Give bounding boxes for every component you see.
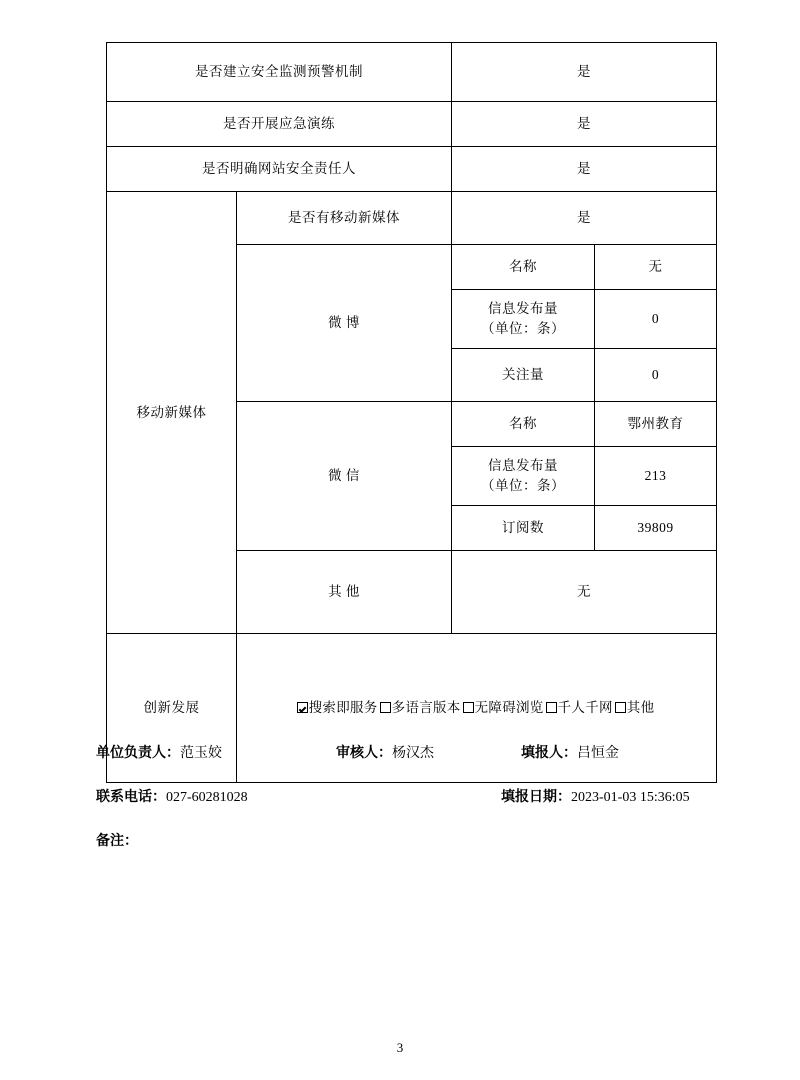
table-row (107, 102, 717, 147)
security-warning-label: 是否建立安全监测预警机制 (107, 43, 452, 102)
weixin-name-value: 鄂州教育 (595, 402, 717, 447)
innovation-option-label: 千人千网 (557, 700, 613, 716)
innovation-option[interactable] (463, 700, 544, 715)
weixin-publish-label-line2: （单位：条） (481, 478, 565, 493)
weixin-publish-label-line1: 信息发布量 (488, 458, 558, 474)
footer-row-signatures (96, 742, 756, 786)
phone-field (96, 786, 248, 806)
other-value: 无 (452, 551, 717, 634)
remark-label: 备注： (96, 834, 138, 849)
weibo-publish-label-line2: （单位：条） (481, 321, 565, 336)
innovation-option[interactable] (615, 700, 655, 715)
weibo-publish-value: 0 (595, 290, 717, 349)
weixin-subscribe-label: 订阅数 (452, 506, 595, 551)
unit-leader-field (96, 742, 222, 762)
page-number: 3 (396, 1040, 404, 1055)
innovation-label: 创新发展 (107, 634, 237, 783)
checkbox-icon[interactable] (546, 702, 557, 713)
weixin-subscribe-value: 39809 (595, 506, 717, 551)
weixin-publish-value: 213 (595, 447, 717, 506)
date-value: 2023-01-03 15:36:05 (571, 790, 690, 805)
innovation-option[interactable] (380, 700, 461, 715)
reviewer-value: 杨汉杰 (392, 746, 434, 761)
weibo-publish-label (452, 290, 595, 349)
drill-label: 是否开展应急演练 (107, 102, 452, 147)
filler-value: 吕恒金 (577, 746, 619, 761)
unit-leader-value: 范玉姣 (180, 746, 222, 761)
mobile-media-label: 移动新媒体 (107, 192, 237, 634)
weibo-follow-label: 关注量 (452, 349, 595, 402)
has-mobile-value: 是 (452, 192, 717, 245)
table-row (107, 147, 717, 192)
weixin-name-label: 名称 (452, 402, 595, 447)
date-field (501, 786, 690, 806)
innovation-option-label: 其他 (626, 700, 655, 716)
has-mobile-label: 是否有移动新媒体 (237, 192, 452, 245)
innovation-option-label: 无障碍浏览 (474, 700, 544, 716)
checkbox-icon[interactable] (463, 702, 474, 713)
responsible-label: 是否明确网站安全责任人 (107, 147, 452, 192)
weibo-name-value: 无 (595, 245, 717, 290)
responsible-value: 是 (452, 147, 717, 192)
weibo-label: 微 博 (237, 245, 452, 402)
other-label: 其 他 (237, 551, 452, 634)
drill-value: 是 (452, 102, 717, 147)
reviewer-field (336, 742, 434, 762)
innovation-option-label: 多语言版本 (391, 700, 461, 716)
innovation-options-line (239, 698, 714, 718)
weibo-follow-value: 0 (595, 349, 717, 402)
weixin-label: 微 信 (237, 402, 452, 551)
table-row (107, 43, 717, 102)
security-warning-value: 是 (452, 43, 717, 102)
filler-label: 填报人： (521, 746, 577, 761)
innovation-option-label: 搜索即服务 (308, 700, 378, 716)
weibo-name-label: 名称 (452, 245, 595, 290)
unit-leader-label: 单位负责人： (96, 746, 180, 761)
date-label: 填报日期： (501, 790, 571, 805)
reviewer-label: 审核人： (336, 746, 392, 761)
table-row (107, 192, 717, 245)
footer-block (96, 742, 756, 874)
filler-field (521, 742, 619, 762)
phone-value: 027-60281028 (166, 790, 248, 805)
checkbox-icon[interactable] (380, 702, 391, 713)
phone-label: 联系电话： (96, 790, 166, 805)
weibo-publish-label-line1: 信息发布量 (488, 301, 558, 317)
checkbox-icon[interactable] (615, 702, 626, 713)
report-form-table (106, 42, 717, 783)
weixin-publish-label (452, 447, 595, 506)
footer-row-contact (96, 786, 756, 830)
checkbox-checked-icon[interactable] (297, 702, 308, 713)
innovation-option[interactable] (297, 700, 378, 715)
innovation-option[interactable] (546, 700, 613, 715)
footer-row-remark (96, 830, 756, 874)
